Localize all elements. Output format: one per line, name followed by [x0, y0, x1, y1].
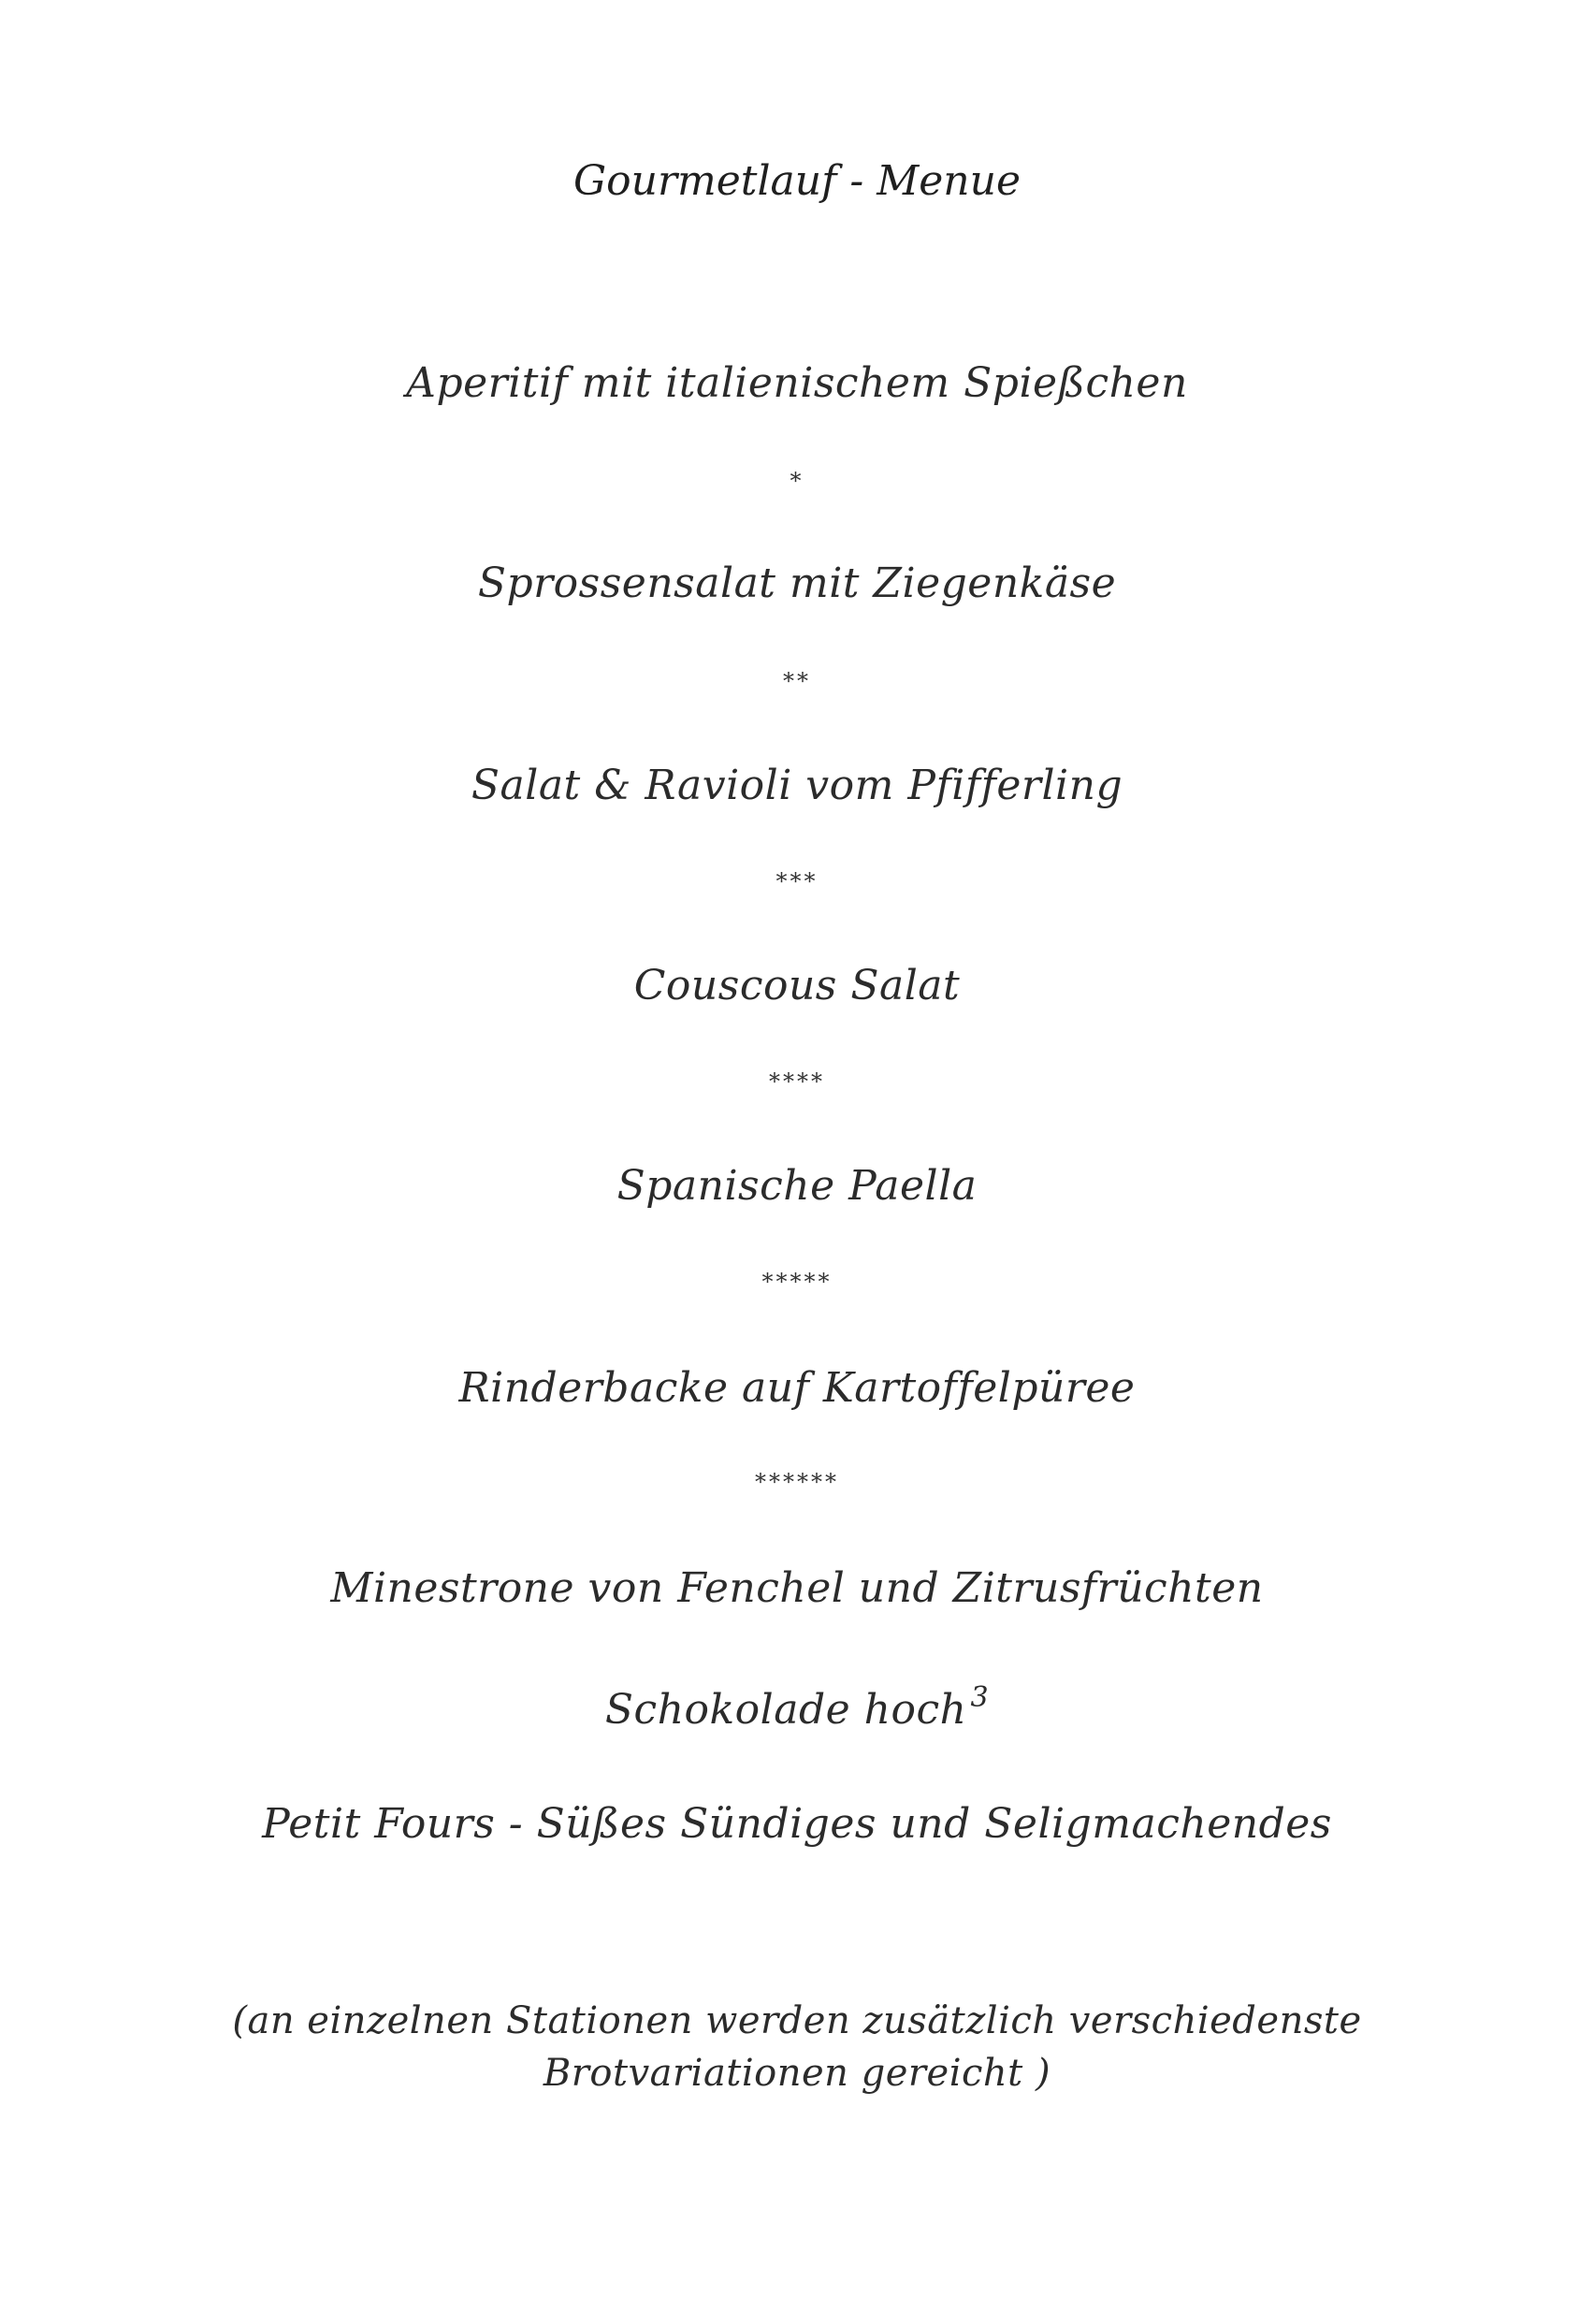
separator-3: *** [775, 868, 819, 894]
course-minestrone: Minestrone von Fenchel und Zitrusfrüchten [330, 1564, 1264, 1612]
separator-2: ** [783, 668, 811, 694]
course-aperitif: Aperitif mit italienischem Spießchen [406, 359, 1188, 407]
note-line-2: Brotvariationen gereicht ) [543, 2052, 1051, 2095]
course-salat-ravioli: Salat & Ravioli vom Pfifferling [471, 762, 1123, 809]
menu-title: Gourmetlauf - Menue [572, 157, 1022, 205]
course-schokolade [0, 1681, 1594, 1734]
course-paella: Spanische Paella [616, 1162, 978, 1210]
course-schokolade-text: Schokolade hoch [604, 1686, 967, 1734]
separator-4: **** [769, 1068, 825, 1095]
course-rinderbacke: Rinderbacke auf Kartoffelpüree [458, 1364, 1136, 1412]
note-line-1: (an einzelnen Stationen werden zusätzlich verschiedenste [232, 1999, 1362, 2042]
course-petit-fours: Petit Fours - Süßes Sündiges und Seligmachendes [262, 1800, 1332, 1848]
course-couscous: Couscous Salat [633, 962, 961, 1009]
separator-1: * [790, 468, 804, 494]
course-sprossensalat: Sprossensalat mit Ziegenkäse [477, 559, 1117, 607]
separator-5: ***** [761, 1269, 833, 1295]
course-schokolade-superscript: 3 [970, 1681, 990, 1714]
separator-6: ****** [755, 1469, 839, 1495]
